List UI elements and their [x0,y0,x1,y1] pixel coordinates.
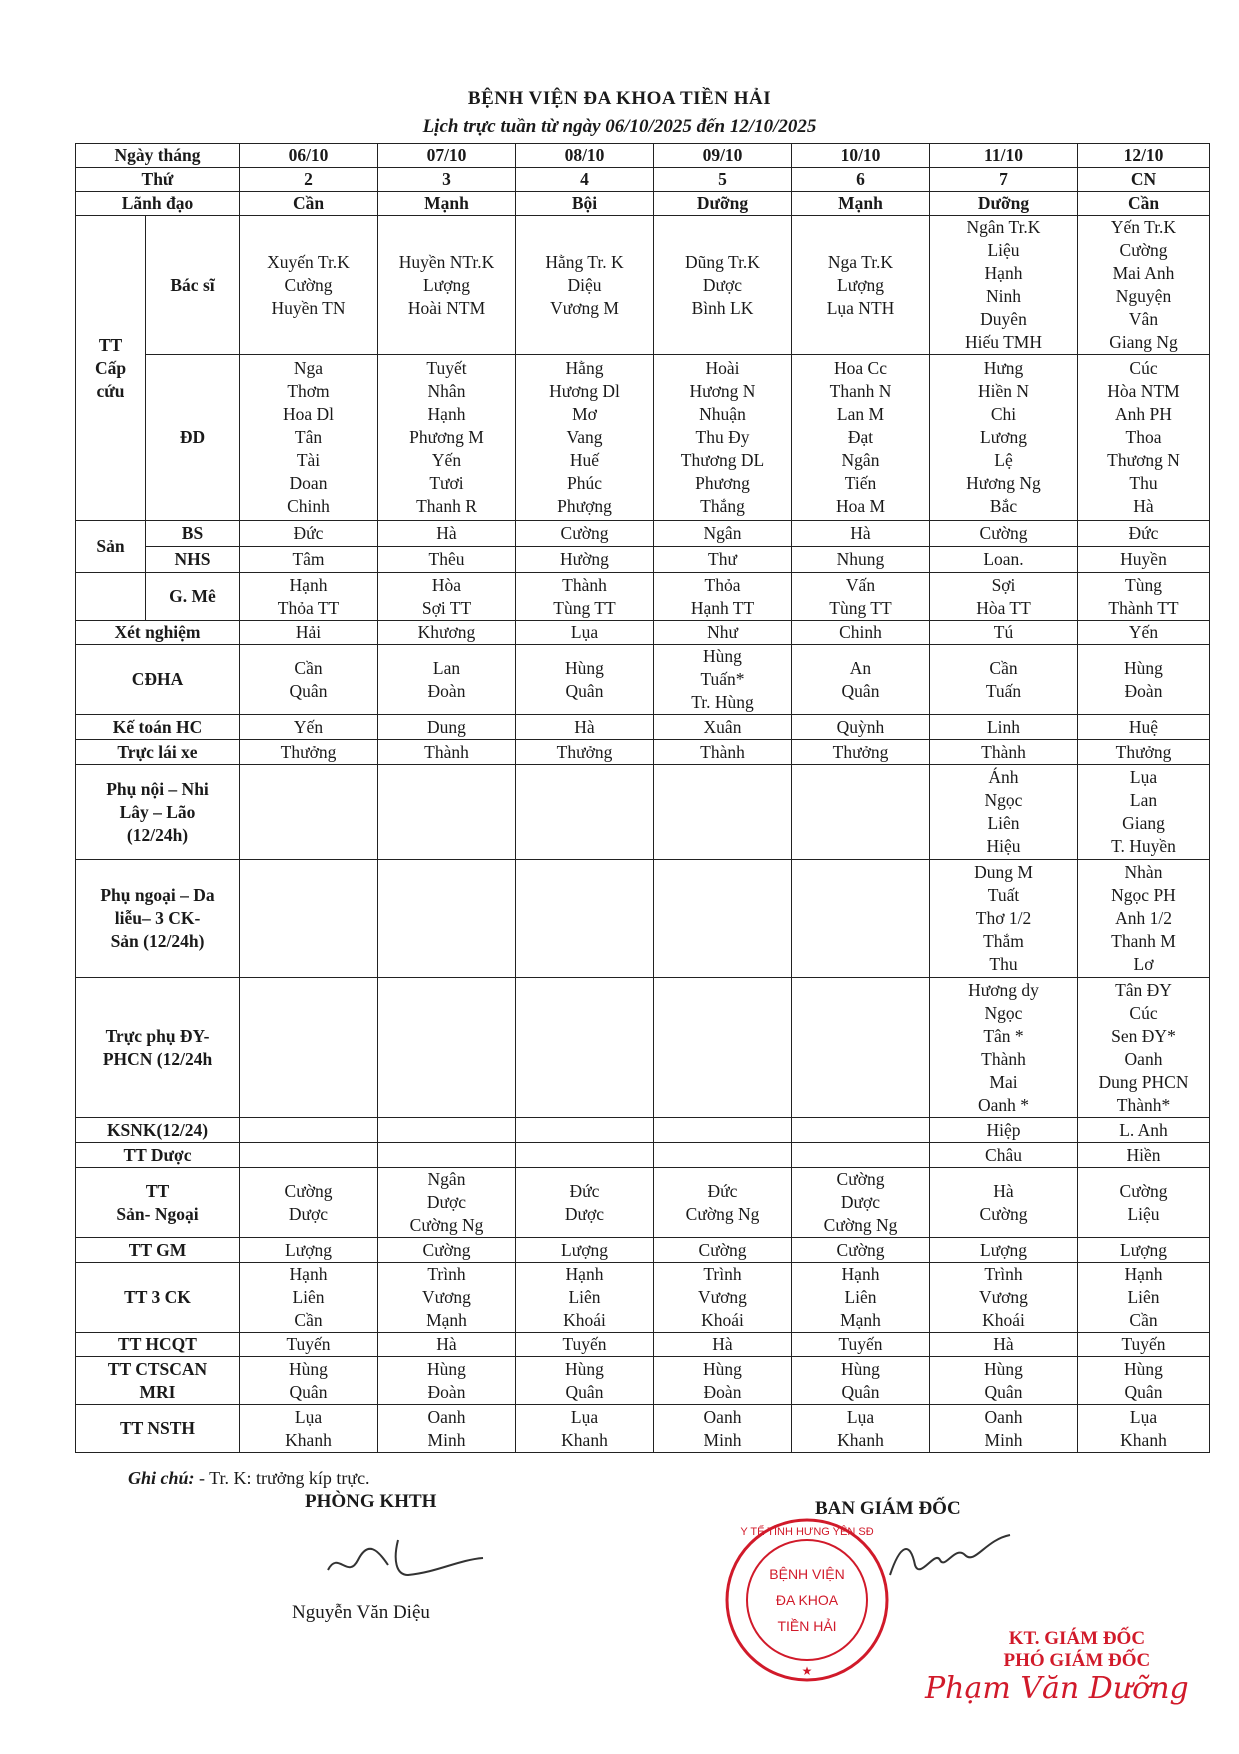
accounting-cell: Huệ [1078,715,1210,740]
ksnk-row [76,1118,1210,1143]
tt-hcqt-row [76,1333,1210,1357]
rehab-aux-cell [792,978,930,1118]
pharmacy-row [76,1143,1210,1168]
tt-nsth-row [76,1405,1210,1453]
obstetrics-bs-cell: Ngân [654,521,792,547]
signature-block [925,1628,1189,1706]
footnote-text: - Tr. K: trưởng kíp trực. [194,1468,370,1488]
date-cell: 07/10 [378,144,516,168]
tt-nsth-cell: Lụa Khanh [516,1405,654,1453]
footnote-label: Ghi chú: [128,1468,195,1488]
ksnk-cell [792,1118,930,1143]
pharmacy-cell [792,1143,930,1168]
tt-3ck-cell: Trình Vương Khoái [654,1263,792,1333]
obstetrics-bs-cell: Đức [240,521,378,547]
imaging-cell: Lan Đoàn [378,645,516,715]
lab-row [76,621,1210,645]
tt-ctscan-label: TT CTSCAN MRI [76,1357,240,1405]
obs-surg-row [76,1168,1210,1238]
doctor-cell: Yến Tr.K Cường Mai Anh Nguyện Vân Giang Ng [1078,216,1210,355]
lab-cell: Khương [378,621,516,645]
obstetrics-nhs-cell: Tâm [240,547,378,573]
driver-cell: Thưởng [516,740,654,765]
driver-cell: Thành [930,740,1078,765]
obstetrics-nhs-cell: Loan. [930,547,1078,573]
tt-3ck-cell: Hạnh Liên Cần [1078,1263,1210,1333]
obstetrics-nhs-cell: Nhung [792,547,930,573]
obstetrics-nhs-row [76,547,1210,573]
doctor-row [76,216,1210,355]
rehab-aux-cell: Tân ĐY Cúc Sen ĐY* Oanh Dung PHCN Thành* [1078,978,1210,1118]
doctor-cell: Xuyến Tr.K Cường Huyền TN [240,216,378,355]
obs-surg-cell: Cường Liệu [1078,1168,1210,1238]
accounting-label: Kế toán HC [76,715,240,740]
weekday-label: Thứ [76,168,240,192]
leader-cell: Cần [240,192,378,216]
surgical-aux-cell: Nhàn Ngọc PH Anh 1/2 Thanh M Lơ [1078,860,1210,978]
tt-ctscan-cell: Hùng Đoàn [654,1357,792,1405]
lab-cell: Lụa [516,621,654,645]
stamp-line-2: ĐA KHOA [775,1592,839,1608]
pharmacy-cell [240,1143,378,1168]
surgical-aux-cell [516,860,654,978]
weekday-cell: CN [1078,168,1210,192]
leader-cell: Dưỡng [654,192,792,216]
weekday-cell: 7 [930,168,1078,192]
driver-cell: Thưởng [1078,740,1210,765]
emergency-label: TT Cấp cứu [76,216,146,521]
leader-cell: Bội [516,192,654,216]
lab-cell: Chinh [792,621,930,645]
rehab-aux-cell [654,978,792,1118]
tt-hcqt-label: TT HCQT [76,1333,240,1357]
pharmacy-cell: Hiền [1078,1143,1210,1168]
weekday-cell: 6 [792,168,930,192]
lab-cell: Hải [240,621,378,645]
imaging-cell: Hùng Tuấn* Tr. Hùng [654,645,792,715]
date-cell: 08/10 [516,144,654,168]
ksnk-cell: Hiệp [930,1118,1078,1143]
leader-cell: Mạnh [378,192,516,216]
internal-aux-cell [792,765,930,860]
driver-label: Trực lái xe [76,740,240,765]
rehab-aux-cell [378,978,516,1118]
nurse-cell: Tuyết Nhân Hạnh Phương M Yến Tươi Thanh R [378,355,516,521]
department-signature [318,1530,488,1590]
obs-surg-cell: Đức Dược [516,1168,654,1238]
kt-line-2: PHÓ GIÁM ĐỐC [1003,1650,1151,1671]
internal-aux-cell [516,765,654,860]
obs-surg-cell: Cường Dược [240,1168,378,1238]
department-signer: Nguyễn Văn Diệu [292,1602,430,1623]
leader-cell: Mạnh [792,192,930,216]
leader-label: Lãnh đạo [76,192,240,216]
nurse-row [76,355,1210,521]
hospital-stamp [712,1515,902,1685]
driver-cell: Thưởng [240,740,378,765]
leader-row [76,192,1210,216]
accounting-cell: Linh [930,715,1078,740]
duty-schedule-table [75,143,1210,1453]
internal-aux-label: Phụ nội – Nhi Lây – Lão (12/24h) [76,765,240,860]
tt-ctscan-cell: Hùng Quân [240,1357,378,1405]
ksnk-cell [378,1118,516,1143]
date-cell: 06/10 [240,144,378,168]
imaging-cell: Hùng Quân [516,645,654,715]
anesthesia-cell: Hòa Sợi TT [378,573,516,621]
tt-ctscan-cell: Hùng Quân [516,1357,654,1405]
anesthesia-cell: Sợi Hòa TT [930,573,1078,621]
ksnk-cell [516,1118,654,1143]
nurse-label: ĐD [146,355,240,521]
rehab-aux-cell: Hương dy Ngọc Tân * Thành Mai Oanh * [930,978,1078,1118]
internal-aux-cell [654,765,792,860]
nurse-cell: Hưng Hiền N Chi Lương Lệ Hương Ng Bắc [930,355,1078,521]
tt-ctscan-row [76,1357,1210,1405]
accounting-row [76,715,1210,740]
driver-cell: Thưởng [792,740,930,765]
date-row [76,144,1210,168]
obstetrics-nhs-label: NHS [146,547,240,573]
tt-3ck-cell: Hạnh Liên Cần [240,1263,378,1333]
tt-hcqt-cell: Tuyến [240,1333,378,1357]
obstetrics-bs-cell: Cường [516,521,654,547]
doctor-cell: Nga Tr.K Lượng Lụa NTH [792,216,930,355]
tt-gm-cell: Lượng [516,1238,654,1263]
tt-3ck-cell: Trình Vương Khoái [930,1263,1078,1333]
tt-hcqt-cell: Hà [654,1333,792,1357]
obstetrics-nhs-cell: Hường [516,547,654,573]
tt-gm-cell: Cường [792,1238,930,1263]
board-title: BAN GIÁM ĐỐC [815,1498,961,1519]
rehab-aux-row [76,978,1210,1118]
tt-3ck-label: TT 3 CK [76,1263,240,1333]
tt-hcqt-cell: Tuyến [1078,1333,1210,1357]
obs-surg-cell: Đức Cường Ng [654,1168,792,1238]
tt-ctscan-cell: Hùng Quân [930,1357,1078,1405]
date-cell: 10/10 [792,144,930,168]
obstetrics-bs-row [76,521,1210,547]
lab-cell: Tú [930,621,1078,645]
rehab-aux-cell [516,978,654,1118]
accounting-cell: Hà [516,715,654,740]
nurse-cell: Hằng Hương Dl Mơ Vang Huế Phúc Phượng [516,355,654,521]
obstetrics-bs-label: BS [146,521,240,547]
pharmacy-cell: Châu [930,1143,1078,1168]
obs-surg-cell: Cường Dược Cường Ng [792,1168,930,1238]
surgical-aux-cell [654,860,792,978]
anesthesia-cell: Vấn Tùng TT [792,573,930,621]
anesthesia-cell: Tùng Thành TT [1078,573,1210,621]
tt-hcqt-cell: Hà [378,1333,516,1357]
obs-surg-cell: Ngân Dược Cường Ng [378,1168,516,1238]
lab-label: Xét nghiệm [76,621,240,645]
imaging-cell: Cần Tuấn [930,645,1078,715]
tt-3ck-cell: Trình Vương Mạnh [378,1263,516,1333]
weekday-cell: 3 [378,168,516,192]
obstetrics-bs-cell: Cường [930,521,1078,547]
ksnk-cell [654,1118,792,1143]
surgical-aux-label: Phụ ngoại – Da liễu– 3 CK- Sản (12/24h) [76,860,240,978]
date-cell: 11/10 [930,144,1078,168]
internal-aux-cell [378,765,516,860]
stamp-line-3: TIỀN HẢI [777,1618,837,1634]
tt-gm-cell: Lượng [930,1238,1078,1263]
obstetrics-nhs-cell: Thêu [378,547,516,573]
tt-nsth-cell: Lụa Khanh [792,1405,930,1453]
ksnk-cell [240,1118,378,1143]
tt-3ck-cell: Hạnh Liên Mạnh [792,1263,930,1333]
director-name: Phạm Văn Dưỡng [925,1671,1189,1706]
stamp-star: ★ [801,1664,813,1678]
tt-ctscan-cell: Hùng Quân [1078,1357,1210,1405]
accounting-cell: Yến [240,715,378,740]
imaging-cell: Cần Quân [240,645,378,715]
lab-cell: Yến [1078,621,1210,645]
kt-line-1: KT. GIÁM ĐỐC [1008,1628,1146,1649]
imaging-label: CĐHA [76,645,240,715]
surgical-aux-cell: Dung M Tuất Thơ 1/2 Thắm Thu [930,860,1078,978]
accounting-cell: Quỳnh [792,715,930,740]
doctor-cell: Hằng Tr. K Diệu Vương M [516,216,654,355]
surgical-aux-cell [240,860,378,978]
tt-nsth-cell: Lụa Khanh [240,1405,378,1453]
doctor-label: Bác sĩ [146,216,240,355]
anesthesia-cell: Thỏa Hạnh TT [654,573,792,621]
ksnk-label: KSNK(12/24) [76,1118,240,1143]
driver-cell: Thành [654,740,792,765]
rehab-aux-label: Trực phụ ĐY- PHCN (12/24h [76,978,240,1118]
leader-cell: Dưỡng [930,192,1078,216]
pharmacy-cell [516,1143,654,1168]
doctor-cell: Dũng Tr.K Dược Bình LK [654,216,792,355]
obstetrics-bs-cell: Hà [792,521,930,547]
nurse-cell: Nga Thơm Hoa Dl Tân Tài Doan Chinh [240,355,378,521]
tt-gm-cell: Cường [654,1238,792,1263]
anesthesia-row [76,573,1210,621]
tt-ctscan-cell: Hùng Quân [792,1357,930,1405]
department-title: PHÒNG KHTH [305,1491,437,1512]
tt-gm-row [76,1238,1210,1263]
doctor-cell: Ngân Tr.K Liệu Hạnh Ninh Duyên Hiếu TMH [930,216,1078,355]
internal-aux-cell [240,765,378,860]
tt-hcqt-cell: Tuyến [792,1333,930,1357]
anesthesia-label: G. Mê [146,573,240,621]
accounting-cell: Xuân [654,715,792,740]
footnote [128,1468,370,1489]
date-label: Ngày tháng [76,144,240,168]
tt-nsth-cell: Oanh Minh [378,1405,516,1453]
surgical-aux-cell [792,860,930,978]
tt-gm-cell: Cường [378,1238,516,1263]
tt-hcqt-cell: Tuyến [516,1333,654,1357]
obs-surg-label: TT Sản- Ngoại [76,1168,240,1238]
date-cell: 09/10 [654,144,792,168]
tt-ctscan-cell: Hùng Đoàn [378,1357,516,1405]
pharmacy-cell [654,1143,792,1168]
date-cell: 12/10 [1078,144,1210,168]
driver-row [76,740,1210,765]
tt-gm-cell: Lượng [1078,1238,1210,1263]
nurse-cell: Cúc Hòa NTM Anh PH Thoa Thương N Thu Hà [1078,355,1210,521]
surgical-aux-row [76,860,1210,978]
internal-aux-cell: Ánh Ngọc Liên Hiệu [930,765,1078,860]
leader-cell: Cần [1078,192,1210,216]
obstetrics-label: Sản [76,521,146,573]
tt-nsth-cell: Oanh Minh [930,1405,1078,1453]
weekday-row [76,168,1210,192]
tt-nsth-cell: Lụa Khanh [1078,1405,1210,1453]
tt-nsth-cell: Oanh Minh [654,1405,792,1453]
weekday-cell: 4 [516,168,654,192]
nurse-cell: Hoa Cc Thanh N Lan M Đạt Ngân Tiến Hoa M [792,355,930,521]
doctor-cell: Huyền NTr.K Lượng Hoài NTM [378,216,516,355]
director-signature [880,1525,1020,1595]
anesthesia-cell: Hạnh Thỏa TT [240,573,378,621]
tt-3ck-cell: Hạnh Liên Khoái [516,1263,654,1333]
stamp-ring-text: Y TẾ TỈNH HƯNG YÊN SĐ [740,1526,874,1538]
obstetrics-bs-cell: Đức [1078,521,1210,547]
obstetrics-nhs-cell: Huyền [1078,547,1210,573]
stamp-line-1: BỆNH VIỆN [769,1566,845,1582]
obstetrics-nhs-cell: Thư [654,547,792,573]
weekday-cell: 5 [654,168,792,192]
obstetrics-bs-cell: Hà [378,521,516,547]
tt-hcqt-cell: Hà [930,1333,1078,1357]
weekday-cell: 2 [240,168,378,192]
nurse-cell: Hoài Hương N Nhuận Thu Đy Thương DL Phương Thắng [654,355,792,521]
pharmacy-label: TT Dược [76,1143,240,1168]
imaging-cell: An Quân [792,645,930,715]
surgical-aux-cell [378,860,516,978]
hospital-title: BỆNH VIỆN ĐA KHOA TIỀN HẢI [467,88,772,109]
ksnk-cell: L. Anh [1078,1118,1210,1143]
driver-cell: Thành [378,740,516,765]
schedule-subtitle: Lịch trực tuần từ ngày 06/10/2025 đến 12/10/2025 [422,116,817,137]
tt-3ck-row [76,1263,1210,1333]
accounting-cell: Dung [378,715,516,740]
pharmacy-cell [378,1143,516,1168]
lab-cell: Như [654,621,792,645]
internal-aux-row [76,765,1210,860]
internal-aux-cell: Lụa Lan Giang T. Huyền [1078,765,1210,860]
tt-nsth-label: TT NSTH [76,1405,240,1453]
tt-gm-label: TT GM [76,1238,240,1263]
imaging-cell: Hùng Đoàn [1078,645,1210,715]
tt-gm-cell: Lượng [240,1238,378,1263]
imaging-row [76,645,1210,715]
anesthesia-cell: Thành Tùng TT [516,573,654,621]
blank-cell [76,573,146,621]
obs-surg-cell: Hà Cường [930,1168,1078,1238]
rehab-aux-cell [240,978,378,1118]
